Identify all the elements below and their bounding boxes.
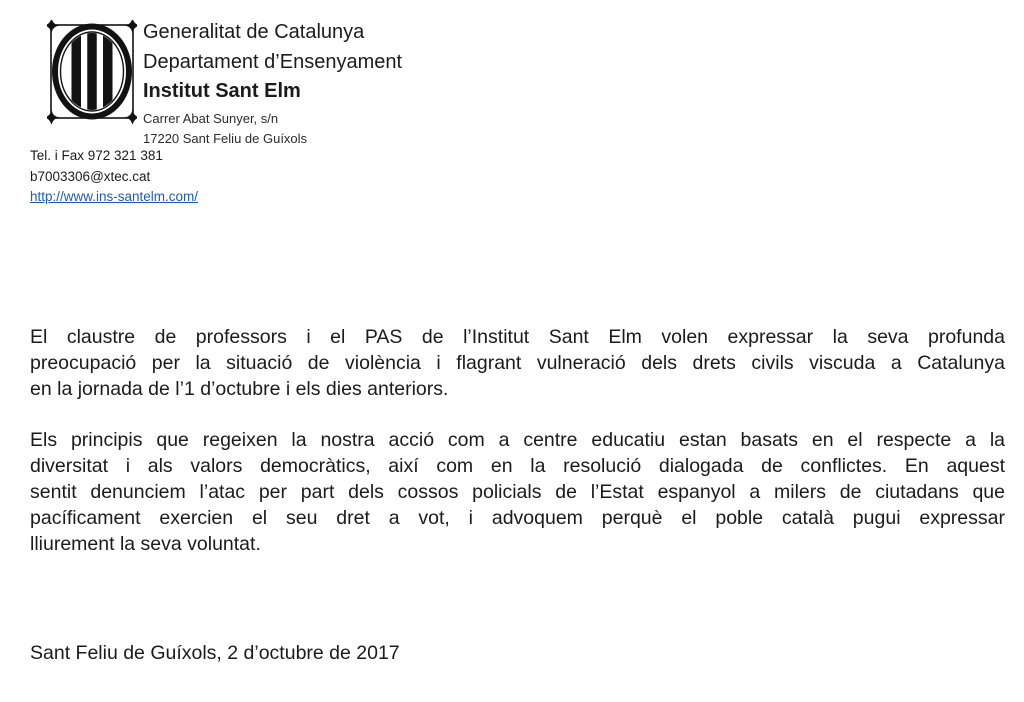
letter-paragraph-1 xyxy=(30,324,1005,402)
paragraph-line: Els principis que regeixen la nostra acció com a centre educatiu estan basats en el respecte a la xyxy=(30,429,1005,451)
department-name: Departament d’Ensenyament xyxy=(143,50,403,73)
org-name: Generalitat de Catalunya xyxy=(143,21,365,43)
institution-name: Institut Sant Elm xyxy=(143,80,301,102)
phone-fax: Tel. i Fax 972 321 381 xyxy=(30,148,163,163)
generalitat-seal-icon xyxy=(47,20,137,124)
paragraph-line: preocupació per la situació de violència i flagrant vulneració dels drets civils viscuda a Catalunya xyxy=(30,352,1005,374)
paragraph-line: sentit denunciem l’atac per part dels cossos policials de l’Estat espanyol a milers de ciutadans que xyxy=(30,481,1005,503)
website-link[interactable]: http://www.ins-santelm.com/ xyxy=(30,189,199,205)
address-block xyxy=(143,109,402,149)
paragraph-line: lliurement la seva voluntat. xyxy=(30,533,261,555)
contact-block xyxy=(30,146,198,208)
paragraph-line: diversitat i als valors democràtics, així com en la resolució dialogada de conflictes. En aquest xyxy=(30,455,1005,477)
paragraph-line: pacíficament exercien el seu dret a vot, i advoquem perquè el poble català pugui expressar xyxy=(30,507,1005,529)
paragraph-line: en la jornada de l’1 d’octubre i els dies anteriors. xyxy=(30,378,449,400)
address-street: Carrer Abat Sunyer, s/n xyxy=(143,110,279,126)
letterhead-org-block xyxy=(143,18,402,149)
email-address: b7003306@xtec.cat xyxy=(30,168,151,184)
address-city: 17220 Sant Feliu de Guíxols xyxy=(143,130,308,146)
letter-paragraph-2 xyxy=(30,427,1005,557)
date-line: Sant Feliu de Guíxols, 2 d’octubre de 2017 xyxy=(30,642,400,664)
paragraph-line: El claustre de professors i el PAS de l’Institut Sant Elm volen expressar la seva profunda xyxy=(30,326,1005,348)
